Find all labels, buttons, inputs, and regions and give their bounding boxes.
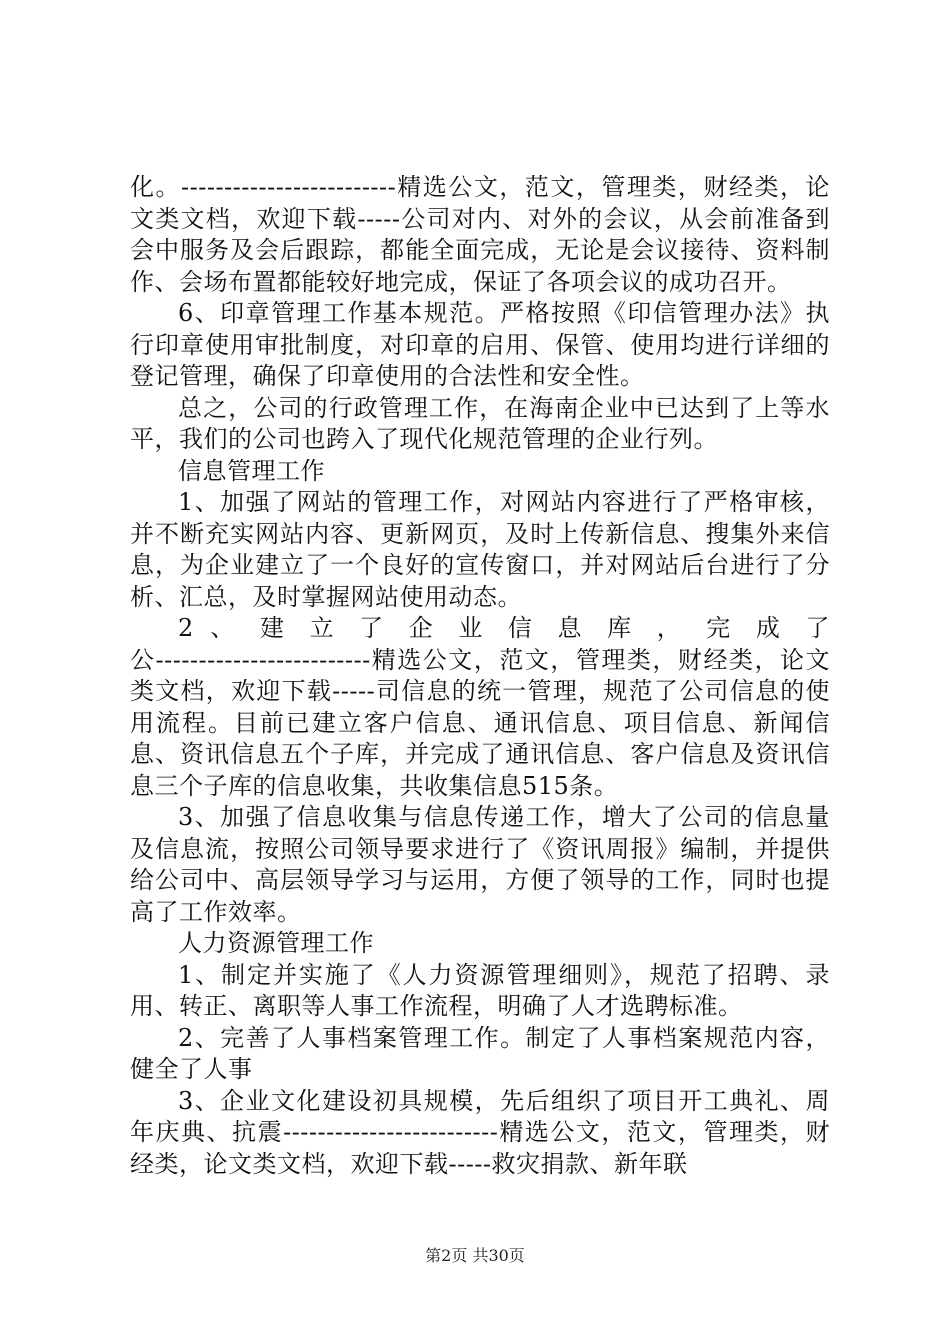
paragraph-hr-rules: 1、制定并实施了《人力资源管理细则》，规范了招聘、录用、转正、离职等人事工作流程，明确了人才选聘标准。: [130, 960, 830, 1020]
paragraph-corporate-culture: 3、企业文化建设初具规模，先后组织了项目开工典礼、周年庆典、抗震-------------------------精选公文，范文，管理类，财经类，论文类文档，欢迎下载-----救灾捐款、新年联: [130, 1086, 830, 1178]
paragraph-info-database-continued: 公-------------------------精选公文，范文，管理类，财经类，论文类文档，欢迎下载-----司信息的统一管理，规范了公司信息的使用流程。目前已建立客户信息、通讯信息、项目信息、新闻信息、资讯信息五个子库，并完成了通讯信息、客户信息及资讯信息三个子库的信息收集，共收集信息515条。: [130, 645, 830, 800]
paragraph-seal-management: 6、印章管理工作基本规范。严格按照《印信管理办法》执行印章使用审批制度，对印章的启用、保管、使用均进行详细的登记管理，确保了印章使用的合法性和安全性。: [130, 299, 830, 390]
document-body: [130, 172, 830, 1180]
paragraph-info-database-start: 2 、 建 立 了 企 业 信 息 库 ， 完 成 了: [178, 614, 830, 642]
paragraph-info-collection: 3、加强了信息收集与信息传递工作，增大了公司的信息量及信息流，按照公司领导要求进行了《资讯周报》编制，并提供给公司中、高层领导学习与运用，方便了领导的工作，同时也提高了工作效率。: [130, 803, 830, 926]
section-heading-information-management: 信息管理工作: [178, 456, 325, 485]
paragraph-hr-archives: 2、完善了人事档案管理工作。制定了人事档案规范内容，健全了人事: [130, 1023, 830, 1083]
page-number-footer: 第2页 共30页: [425, 1246, 525, 1265]
section-heading-hr-management: 人力资源管理工作: [178, 929, 374, 957]
paragraph-admin-summary: 总之，公司的行政管理工作，在海南企业中已达到了上等水平，我们的公司也跨入了现代化规范管理的企业行列。: [130, 393, 830, 453]
paragraph-meeting-service: 化。-------------------------精选公文，范文，管理类，财经类，论文类文档，欢迎下载-----公司对内、对外的会议，从会前准备到会中服务及会后跟踪，都能全面完成，无论是会议接待、资料制作、会场布置都能较好地完成，保证了各项会议的成功召开。: [130, 173, 830, 296]
paragraph-website-management: 1、加强了网站的管理工作，对网站内容进行了严格审核，并不断充实网站内容、更新网页，及时上传新信息、搜集外来信息，为企业建立了一个良好的宣传窗口，并对网站后台进行了分析、汇总，及时掌握网站使用动态。: [130, 488, 830, 611]
